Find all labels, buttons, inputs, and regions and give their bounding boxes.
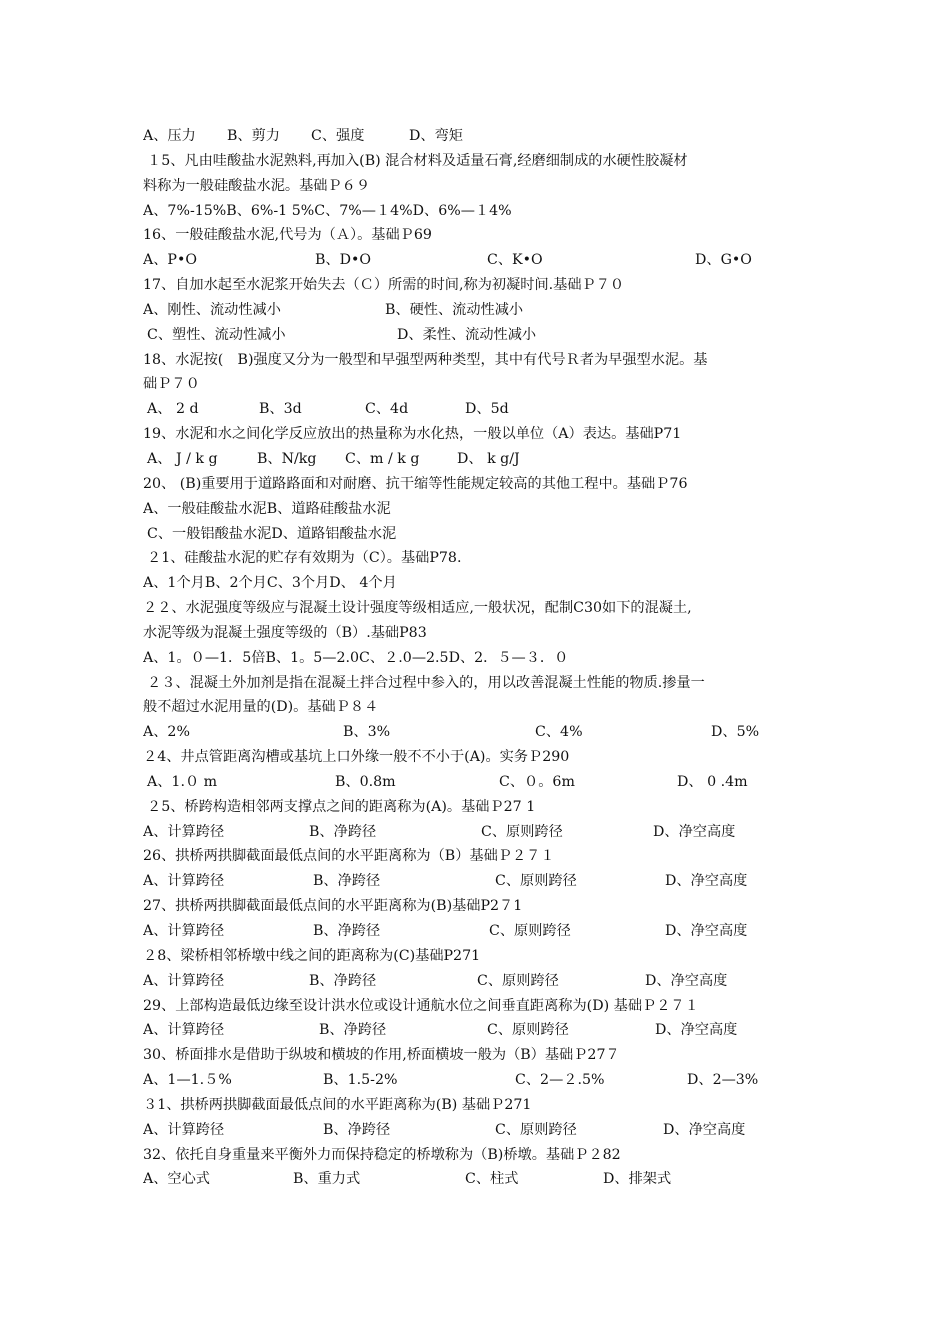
question-line: 17、自加水起至水泥浆开始失去（Ｃ）所需的时间,称为初凝时间.基础Ｐ７０ <box>143 277 625 294</box>
option-text: B、N/kg <box>257 450 317 467</box>
options-line <box>143 298 811 323</box>
option-text: D、净空高度 <box>653 823 736 840</box>
option-text: D、净空高度 <box>645 972 728 989</box>
option-text: A、计算跨径 <box>143 873 225 890</box>
option-text: D、净空高度 <box>663 1121 746 1138</box>
option-text: D、 k g/J <box>457 450 520 467</box>
options-line <box>143 770 811 795</box>
question-line: 料称为一般硅酸盐水泥。基础Ｐ６９ <box>143 177 371 194</box>
option-text: D、5d <box>465 401 509 418</box>
question-line: １5、凡由哇酸盐水泥熟料,再加入(B) 混合材料及适量石膏,经磨细制成的水硬性胶凝材 <box>147 152 688 169</box>
question-line: 水泥等级为混凝土强度等级的（B）.基础P83 <box>143 624 427 641</box>
question-line: 18、水泥按( B)强度又分为一般型和早强型两种类型，其中有代号Ｒ者为早强型水泥。基 <box>143 351 708 368</box>
option-text: C、塑性、流动性减小 <box>147 326 286 343</box>
option-text: B、净跨径 <box>313 873 381 890</box>
option-text: A、 2 d <box>147 401 199 418</box>
option-text: C、原则跨径 <box>489 923 571 939</box>
option-text: B、D•O <box>315 252 371 269</box>
option-text: D、G•O <box>695 252 752 269</box>
option-text: A、压力 <box>143 128 196 144</box>
option-text: C、K•O <box>487 252 543 269</box>
option-text: A、计算跨径 <box>143 1022 225 1039</box>
question-line: C、一般铝酸盐水泥D、道路铝酸盐水泥 <box>147 525 397 542</box>
option-text: B、硬性、流动性减小 <box>385 301 524 318</box>
option-text: C、原则跨径 <box>487 1022 569 1039</box>
option-text: A、计算跨径 <box>143 823 225 840</box>
option-text: C、4% <box>535 724 583 741</box>
option-text: A、2% <box>143 724 190 741</box>
option-text: C、原则跨径 <box>495 1121 577 1138</box>
option-text: B、净跨径 <box>323 1121 391 1138</box>
question-line: 16、一般硅酸盐水泥,代号为（Ａ）。基础Ｐ69 <box>143 227 432 244</box>
options-line <box>143 124 811 149</box>
question-line: A、一般硅酸盐水泥B、道路硅酸盐水泥 <box>143 500 391 517</box>
question-line: 32、依托自身重量来平衡外力而保持稳定的桥墩称为（B)桥墩。基础Ｐ２82 <box>143 1146 621 1163</box>
option-text: A、P•O <box>143 252 197 269</box>
question-line: 27、拱桥两拱脚截面最低点间的水平距离称为(B)基础P2７1 <box>143 898 523 915</box>
options-line <box>143 919 811 944</box>
option-text: D、弯矩 <box>409 128 463 144</box>
options-line <box>143 323 811 348</box>
option-text: B、剪力 <box>227 128 280 144</box>
question-line: ２8、梁桥相邻桥墩中线之间的距离称为(C)基础P271 <box>143 947 481 964</box>
question-line: A、7%-15%B、6%-1 5%C、7%—１4%D、6%—１4% <box>143 202 512 219</box>
question-line: ２4、井点管距离沟槽或基坑上口外缘一般不不小于(A)。实务Ｐ290 <box>143 749 570 766</box>
option-text: C、4d <box>365 401 409 418</box>
question-line: 30、桥面排水是借助于纵坡和横坡的作用,桥面横坡一般为（B）基础Ｐ27７ <box>143 1047 620 1064</box>
option-text: B、净跨径 <box>313 923 381 939</box>
options-line <box>143 1018 811 1043</box>
option-text: A、计算跨径 <box>143 972 225 989</box>
question-line: 20、 (B)重要用于道路路面和对耐磨、抗干缩等性能规定较高的其他工程中。基础Ｐ76 <box>143 475 688 492</box>
option-text: B、1.5-2% <box>323 1072 398 1089</box>
option-text: B、净跨径 <box>319 1022 387 1039</box>
question-line: 26、拱桥两拱脚截面最低点间的水平距离称为（B）基础Ｐ２７１ <box>143 848 555 865</box>
question-line: A、1个月B、2个月C、3个月D、 4个月 <box>143 575 397 592</box>
option-text: A、计算跨径 <box>143 1121 225 1138</box>
options-line <box>143 447 811 472</box>
options-line <box>143 720 811 745</box>
options-line <box>143 820 811 845</box>
option-text: C、０。6m <box>499 773 575 790</box>
option-text: D、净空高度 <box>665 873 748 890</box>
option-text: B、净跨径 <box>309 823 377 840</box>
option-text: D、2—3% <box>687 1072 759 1089</box>
option-text: C、原则跨径 <box>495 873 577 890</box>
option-text: C、m / k g <box>345 450 420 467</box>
options-line <box>143 1118 811 1143</box>
options-line <box>143 248 811 273</box>
question-line: ２２、水泥强度等级应与混凝土设计强度等级相适应,一般状况，配制C30如下的混凝土, <box>143 600 692 617</box>
question-line: ２5、桥跨构造相邻两支撑点之间的距离称为(A)。基础Ｐ27 1 <box>147 798 536 815</box>
option-text: D、5% <box>711 724 760 741</box>
document-body <box>143 124 811 1192</box>
option-text: D、 0 .4m <box>677 773 748 790</box>
option-text: B、3% <box>343 724 391 741</box>
option-text: A、1.０ m <box>147 773 218 790</box>
options-line <box>143 1167 811 1192</box>
option-text: D、排架式 <box>603 1171 672 1188</box>
options-line <box>143 869 811 894</box>
option-text: B、0.8m <box>335 773 396 790</box>
option-text: C、原则跨径 <box>481 823 563 840</box>
option-text: B、3d <box>259 401 302 418</box>
option-text: D、柔性、流动性减小 <box>397 326 537 343</box>
options-line <box>143 397 811 422</box>
option-text: C、柱式 <box>465 1171 519 1188</box>
question-line: 础Ｐ７０ <box>143 376 200 393</box>
option-text: C、强度 <box>311 128 365 144</box>
option-text: C、2—２.5% <box>515 1072 605 1089</box>
question-line: 般不超过水泥用量的(D)。基础Ｐ８４ <box>143 699 379 716</box>
option-text: A、 J / k g <box>147 450 218 467</box>
option-text: A、计算跨径 <box>143 923 225 939</box>
options-line <box>143 969 811 994</box>
option-text: A、空心式 <box>143 1171 210 1188</box>
option-text: B、重力式 <box>293 1171 361 1188</box>
question-line: A、1。０—1．5倍B、1。5—2.0C、２.0—2.5D、2．５—３．０ <box>143 649 569 666</box>
option-text: A、刚性、流动性减小 <box>143 301 281 318</box>
option-text: A、1—1.５% <box>143 1072 232 1089</box>
question-line: ２1、硅酸盐水泥的贮存有效期为（C）。基础P78. <box>147 550 462 567</box>
question-line: 19、水泥和水之间化学反应放出的热量称为水化热，一般以单位（A）表达。基础P71 <box>143 426 682 443</box>
question-line: ２３、混凝土外加剂是指在混凝土拌合过程中参入的，用以改善混凝土性能的物质.掺量一 <box>147 674 705 691</box>
option-text: C、原则跨径 <box>477 972 559 989</box>
question-line: ３1、拱桥两拱脚截面最低点间的水平距离称为(B) 基础Ｐ271 <box>143 1096 532 1113</box>
question-line: 29、上部构造最低边缘至设计洪水位或设计通航水位之间垂直距离称为(D) 基础Ｐ２７１ <box>143 997 699 1014</box>
option-text: D、净空高度 <box>655 1022 738 1039</box>
option-text: D、净空高度 <box>665 923 748 939</box>
option-text: B、净跨径 <box>309 972 377 989</box>
options-line <box>143 1068 811 1093</box>
